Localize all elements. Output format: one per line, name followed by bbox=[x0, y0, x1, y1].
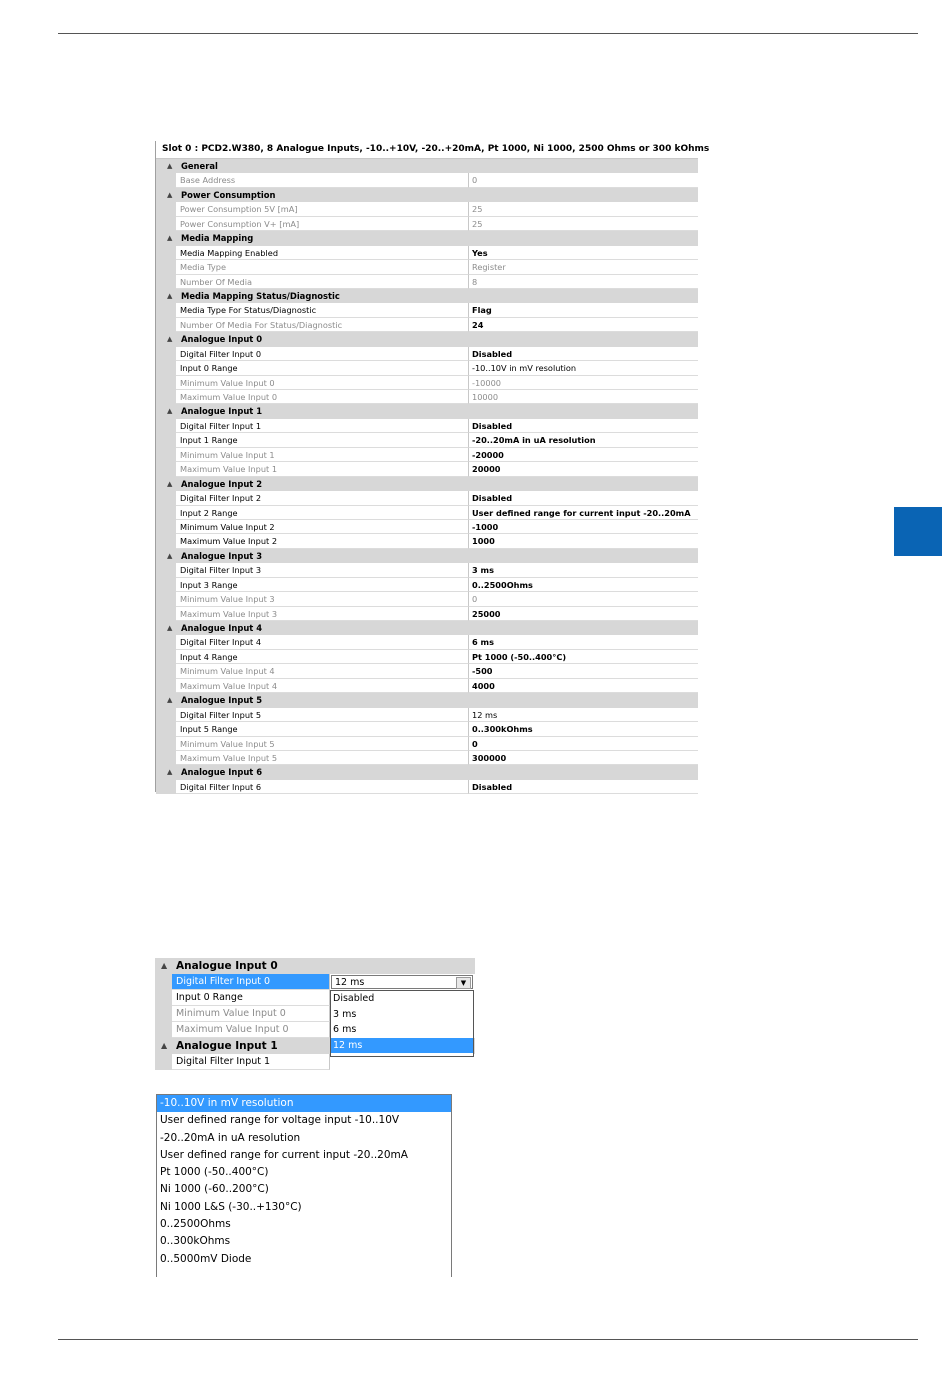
property-name: Maximum Value Input 5 bbox=[176, 751, 469, 765]
property-name: Digital Filter Input 2 bbox=[176, 491, 469, 505]
property-row[interactable] bbox=[156, 664, 698, 678]
property-row[interactable] bbox=[156, 737, 698, 751]
property-name: Input 4 Range bbox=[176, 650, 469, 664]
property-value[interactable]: Pt 1000 (-50..400°C) bbox=[469, 650, 698, 664]
property-row[interactable] bbox=[156, 303, 698, 317]
section-analogue-input-0[interactable] bbox=[155, 958, 475, 974]
property-name: Digital Filter Input 1 bbox=[172, 1054, 330, 1070]
section-label: Analogue Input 4 bbox=[181, 623, 263, 633]
section-header[interactable] bbox=[156, 231, 698, 245]
property-grid bbox=[155, 141, 710, 792]
property-name: Media Type For Status/Diagnostic bbox=[176, 303, 469, 317]
section-label: Media Mapping bbox=[181, 233, 254, 244]
property-name: Input 0 Range bbox=[176, 361, 469, 375]
property-row[interactable] bbox=[156, 433, 698, 447]
property-row[interactable] bbox=[156, 722, 698, 736]
property-row[interactable] bbox=[156, 563, 698, 577]
property-row[interactable] bbox=[156, 260, 698, 274]
property-value[interactable]: 0 bbox=[469, 737, 698, 751]
section-label: Analogue Input 5 bbox=[181, 695, 263, 706]
property-value[interactable]: 25 bbox=[469, 202, 698, 216]
property-value[interactable]: 4000 bbox=[469, 679, 698, 693]
range-option[interactable]: 0..5000mV Diode bbox=[160, 1252, 252, 1265]
property-row[interactable] bbox=[156, 390, 698, 404]
property-row[interactable] bbox=[156, 347, 698, 361]
section-header[interactable] bbox=[156, 621, 698, 635]
input-range-list[interactable] bbox=[156, 1094, 452, 1277]
property-name: Power Consumption V+ [mA] bbox=[176, 217, 469, 231]
property-name: Input 3 Range bbox=[176, 578, 469, 592]
property-row[interactable] bbox=[156, 506, 698, 520]
range-option[interactable]: 0..300kOhms bbox=[160, 1235, 231, 1248]
property-row[interactable] bbox=[156, 708, 698, 722]
range-option[interactable]: User defined range for current input -20..20mA bbox=[160, 1148, 408, 1161]
property-value[interactable]: 25000 bbox=[469, 607, 698, 621]
section-header[interactable] bbox=[156, 765, 698, 779]
section-label: Analogue Input 3 bbox=[181, 550, 263, 561]
range-option[interactable]: Ni 1000 L&S (-30..+130°C) bbox=[160, 1200, 302, 1213]
property-row[interactable] bbox=[156, 751, 698, 765]
property-value[interactable]: Disabled bbox=[469, 347, 698, 361]
property-name: Power Consumption 5V [mA] bbox=[176, 202, 469, 216]
section-header[interactable] bbox=[156, 188, 698, 202]
range-option[interactable]: User defined range for voltage input -10..10V bbox=[160, 1114, 400, 1127]
property-name: Minimum Value Input 1 bbox=[176, 448, 469, 462]
property-value[interactable]: 3 ms bbox=[469, 563, 698, 577]
property-row[interactable] bbox=[156, 361, 698, 375]
section-label: Analogue Input 0 bbox=[176, 960, 278, 972]
property-value[interactable]: -10000 bbox=[469, 376, 698, 390]
property-value[interactable]: -500 bbox=[469, 664, 698, 678]
property-name: Digital Filter Input 6 bbox=[176, 780, 469, 794]
section-header[interactable] bbox=[156, 404, 698, 418]
range-option[interactable]: Ni 1000 (-60..200°C) bbox=[160, 1183, 269, 1196]
property-value[interactable]: 0..300kOhms bbox=[469, 722, 698, 736]
section-label: Analogue Input 1 bbox=[176, 1040, 278, 1052]
digital-filter-combo[interactable] bbox=[331, 975, 473, 989]
property-row[interactable] bbox=[156, 419, 698, 433]
collapse-arrow-icon[interactable]: ▲ bbox=[167, 291, 173, 300]
property-row[interactable] bbox=[156, 275, 698, 289]
property-row[interactable] bbox=[156, 679, 698, 693]
property-row[interactable] bbox=[156, 607, 698, 621]
option-6ms[interactable]: 6 ms bbox=[333, 1024, 357, 1035]
property-row[interactable] bbox=[156, 318, 698, 332]
property-value[interactable]: 1000 bbox=[469, 534, 698, 548]
property-row[interactable] bbox=[156, 650, 698, 664]
property-row[interactable] bbox=[156, 592, 698, 606]
property-name: Maximum Value Input 3 bbox=[176, 607, 469, 621]
option-3ms[interactable]: 3 ms bbox=[333, 1008, 357, 1020]
property-name: Minimum Value Input 0 bbox=[172, 1006, 330, 1022]
collapse-arrow-icon[interactable]: ▲ bbox=[167, 696, 173, 705]
top-rule bbox=[58, 33, 918, 34]
section-header[interactable] bbox=[156, 332, 698, 346]
section-label: Media Mapping Status/Diagnostic bbox=[181, 290, 340, 301]
property-name: Minimum Value Input 2 bbox=[176, 520, 469, 534]
property-row[interactable] bbox=[156, 217, 698, 231]
property-name: Input 2 Range bbox=[176, 506, 469, 520]
property-row[interactable] bbox=[156, 462, 698, 476]
collapse-arrow-icon[interactable]: ▲ bbox=[167, 479, 173, 488]
property-value[interactable]: 8 bbox=[469, 275, 698, 289]
property-name: Digital Filter Input 3 bbox=[176, 563, 469, 577]
property-row[interactable] bbox=[156, 780, 698, 794]
property-grid-body bbox=[156, 159, 698, 794]
collapse-arrow-icon[interactable]: ▲ bbox=[167, 551, 173, 560]
collapse-arrow-icon[interactable]: ▲ bbox=[161, 1041, 168, 1050]
section-label: Analogue Input 2 bbox=[181, 478, 263, 489]
property-value[interactable]: 20000 bbox=[469, 462, 698, 476]
property-row[interactable] bbox=[156, 202, 698, 216]
collapse-arrow-icon[interactable]: ▲ bbox=[167, 768, 173, 777]
dropdown-arrow-icon[interactable]: ▼ bbox=[456, 977, 471, 989]
section-header[interactable] bbox=[156, 693, 698, 707]
property-row[interactable] bbox=[156, 635, 698, 649]
property-value[interactable]: User defined range for current input -20..20mA bbox=[469, 506, 698, 520]
section-label: Analogue Input 1 bbox=[181, 406, 263, 417]
property-row[interactable] bbox=[156, 520, 698, 534]
property-value[interactable]: Flag bbox=[469, 303, 698, 317]
property-name: Digital Filter Input 0 bbox=[176, 347, 469, 361]
property-name: Minimum Value Input 4 bbox=[176, 664, 469, 678]
property-value[interactable]: 10000 bbox=[469, 390, 698, 404]
combo-value: 12 ms bbox=[335, 977, 365, 988]
range-option[interactable]: Pt 1000 (-50..400°C) bbox=[160, 1166, 269, 1179]
property-name: Media Mapping Enabled bbox=[176, 246, 469, 260]
property-row[interactable] bbox=[156, 491, 698, 505]
chapter-tab-marker bbox=[894, 507, 942, 556]
property-name: Minimum Value Input 3 bbox=[176, 592, 469, 606]
section-label: Analogue Input 6 bbox=[181, 767, 263, 778]
property-name: Minimum Value Input 0 bbox=[176, 376, 469, 390]
property-name: Maximum Value Input 0 bbox=[176, 390, 469, 404]
property-value[interactable]: 12 ms bbox=[469, 708, 698, 722]
property-value[interactable]: -1000 bbox=[469, 520, 698, 534]
property-row[interactable] bbox=[156, 376, 698, 390]
property-value[interactable]: Yes bbox=[469, 246, 698, 260]
property-name: Digital Filter Input 5 bbox=[176, 708, 469, 722]
collapse-arrow-icon[interactable]: ▲ bbox=[167, 234, 173, 243]
property-value[interactable]: 300000 bbox=[469, 751, 698, 765]
filter-options-list[interactable] bbox=[330, 990, 474, 1057]
property-name: Maximum Value Input 2 bbox=[176, 534, 469, 548]
section-label: Power Consumption bbox=[181, 189, 276, 200]
property-value[interactable]: Register bbox=[469, 260, 698, 274]
property-name: Number Of Media bbox=[176, 275, 469, 289]
property-value[interactable]: 25 bbox=[469, 217, 698, 231]
filter-dropdown-grid bbox=[155, 958, 475, 1067]
property-value[interactable]: 6 ms bbox=[469, 635, 698, 649]
property-row[interactable] bbox=[156, 246, 698, 260]
collapse-arrow-icon[interactable]: ▲ bbox=[167, 624, 173, 632]
property-value[interactable]: -10..10V in mV resolution bbox=[469, 361, 698, 375]
section-header[interactable] bbox=[156, 289, 698, 303]
property-row[interactable] bbox=[156, 173, 698, 187]
property-row[interactable] bbox=[156, 534, 698, 548]
property-value[interactable]: 0 bbox=[469, 173, 698, 187]
property-name: Input 5 Range bbox=[176, 722, 469, 736]
collapse-arrow-icon[interactable]: ▲ bbox=[167, 335, 173, 344]
property-value[interactable]: Disabled bbox=[469, 491, 698, 505]
collapse-arrow-icon[interactable]: ▲ bbox=[167, 407, 173, 416]
range-option[interactable]: -20..20mA in uA resolution bbox=[160, 1131, 301, 1144]
section-label: General bbox=[181, 161, 218, 171]
property-value[interactable]: Disabled bbox=[469, 419, 698, 433]
property-name: Base Address bbox=[176, 173, 469, 187]
section-header[interactable] bbox=[156, 549, 698, 563]
property-name: Minimum Value Input 5 bbox=[176, 737, 469, 751]
property-value[interactable]: 0 bbox=[469, 592, 698, 606]
property-name: Media Type bbox=[176, 260, 469, 274]
collapse-arrow-icon[interactable]: ▲ bbox=[167, 162, 173, 170]
property-name: Maximum Value Input 1 bbox=[176, 462, 469, 476]
range-option[interactable]: -10..10V in mV resolution bbox=[157, 1095, 451, 1112]
slot-title: Slot 0 : PCD2.W380, 8 Analogue Inputs, -10..+10V, -20..+20mA, Pt 1000, Ni 1000, 2500 Ohms or 300 kOhms bbox=[156, 141, 698, 159]
property-row[interactable] bbox=[156, 448, 698, 462]
property-name: Maximum Value Input 0 bbox=[172, 1022, 330, 1038]
property-name: Number Of Media For Status/Diagnostic bbox=[176, 318, 469, 332]
option-disabled[interactable]: Disabled bbox=[333, 993, 375, 1004]
option-12ms[interactable]: 12 ms bbox=[331, 1038, 473, 1054]
property-value[interactable]: Disabled bbox=[469, 780, 698, 794]
range-option[interactable]: 0..2500Ohms bbox=[160, 1218, 231, 1231]
property-name: Digital Filter Input 1 bbox=[176, 419, 469, 433]
collapse-arrow-icon[interactable]: ▲ bbox=[167, 190, 173, 199]
property-name: Digital Filter Input 4 bbox=[176, 635, 469, 649]
property-value[interactable]: -20..20mA in uA resolution bbox=[469, 433, 698, 447]
collapse-arrow-icon[interactable]: ▲ bbox=[161, 961, 168, 970]
section-header[interactable] bbox=[156, 159, 698, 173]
property-value[interactable]: -20000 bbox=[469, 448, 698, 462]
property-value[interactable]: 0..2500Ohms bbox=[469, 578, 698, 592]
bottom-rule bbox=[58, 1339, 918, 1340]
property-name: Maximum Value Input 4 bbox=[176, 679, 469, 693]
property-name: Input 1 Range bbox=[176, 433, 469, 447]
property-value[interactable]: 24 bbox=[469, 318, 698, 332]
property-name: Digital Filter Input 0 bbox=[172, 974, 330, 990]
property-row[interactable] bbox=[156, 578, 698, 592]
property-name: Input 0 Range bbox=[172, 990, 330, 1006]
section-header[interactable] bbox=[156, 477, 698, 491]
section-label: Analogue Input 0 bbox=[181, 334, 263, 345]
